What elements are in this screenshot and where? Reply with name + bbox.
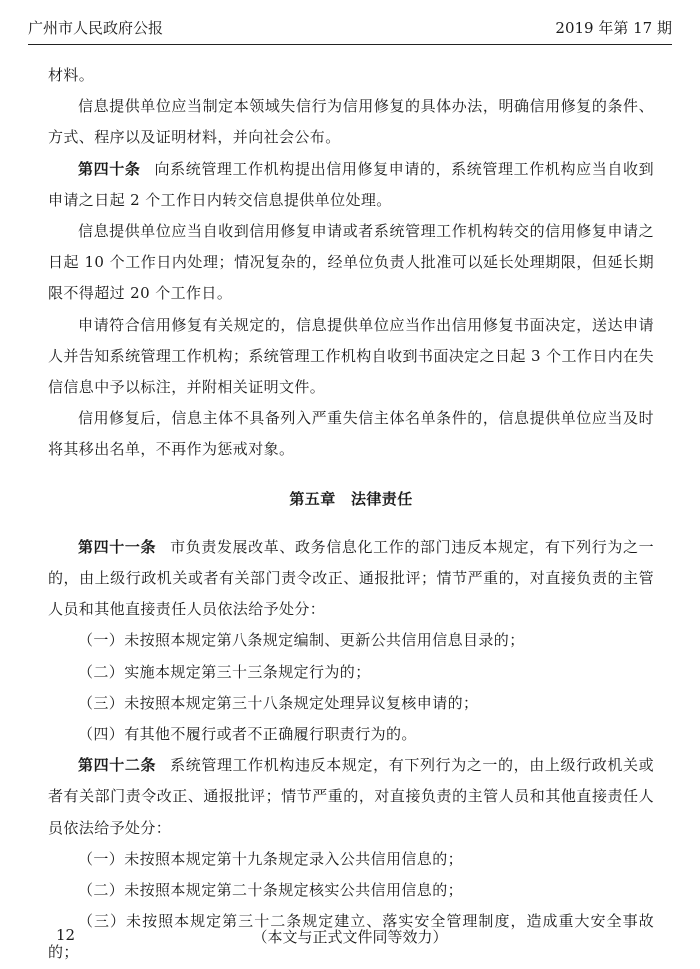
- header-divider: [28, 44, 672, 45]
- article-title: 第四十条: [78, 159, 141, 178]
- article-text: 市负责发展改革、政务信息化工作的部门违反本规定，有下列行为之一的，由上级行政机关或者有关部门责令改正、通报批评；情节严重的，对直接负责的主管人员和其他直接责任人员依法给予处分：: [48, 537, 654, 619]
- article-title: 第四十二条: [78, 756, 157, 775]
- publication-title: 广州市人民政府公报: [28, 18, 164, 37]
- article-title: 第四十一条: [78, 537, 157, 556]
- article-40: [48, 154, 654, 216]
- footer-note: （本文与正式文件同等效力）: [252, 928, 448, 946]
- list-item: （一）未按照本规定第十九条规定录入公共信用信息的；: [78, 849, 464, 868]
- list-item: （三）未按照本规定第三十八条规定处理异议复核申请的；: [78, 693, 479, 712]
- paragraph: 信息提供单位应当制定本领域失信行为信用修复的具体办法，明确信用修复的条件、方式、程序以及证明材料，并向社会公布。: [48, 97, 654, 147]
- page-header: [28, 14, 672, 40]
- list-item: （一）未按照本规定第八条规定编制、更新公共信用信息目录的；: [78, 631, 525, 650]
- chapter-heading: 第五章 法律责任: [289, 489, 413, 508]
- page-number: 12: [56, 926, 76, 944]
- list-item: （二）未按照本规定第二十条规定核实公共信用信息的；: [78, 881, 464, 900]
- paragraph: 信息提供单位应当自收到信用修复申请或者系统管理工作机构转交的信用修复申请之日起 10 个工作日内处理；情况复杂的，经单位负责人批准可以延长处理期限，但延长期限不得超过 20 个工作日。: [48, 222, 654, 303]
- article-text: 向系统管理工作机构提出信用修复申请的，系统管理工作机构应当自收到申请之日起 2 个工作日内转交信息提供单位处理。: [48, 159, 654, 209]
- paragraph: 申请符合信用修复有关规定的，信息提供单位应当作出信用修复书面决定，送达申请人并告知系统管理工作机构；系统管理工作机构自收到书面决定之日起 3 个工作日内在失信信息中予以标注，并附相关证明文件。: [48, 315, 654, 397]
- list-item: （二）实施本规定第三十三条规定行为的；: [78, 662, 371, 681]
- document-body: [48, 60, 654, 969]
- issue-number: 2019 年第 17 期: [555, 18, 672, 37]
- paragraph: 信用修复后，信息主体不具备列入严重失信主体名单条件的，信息提供单位应当及时将其移出名单，不再作为惩戒对象。: [48, 409, 654, 459]
- list-item: （三）未按照本规定第三十二条规定建立、落实安全管理制度，造成重大安全事故的；: [48, 912, 654, 962]
- article-41: [48, 532, 654, 626]
- article-42: [48, 750, 654, 844]
- list-item: （四）有其他不履行或者不正确履行职责行为的。: [78, 725, 417, 744]
- page-footer: [38, 926, 662, 950]
- paragraph: 材料。: [48, 66, 95, 84]
- article-text: 系统管理工作机构违反本规定，有下列行为之一的，由上级行政机关或者有关部门责令改正、通报批评；情节严重的，对直接负责的主管人员和其他直接责任人员依法给予处分：: [48, 756, 654, 837]
